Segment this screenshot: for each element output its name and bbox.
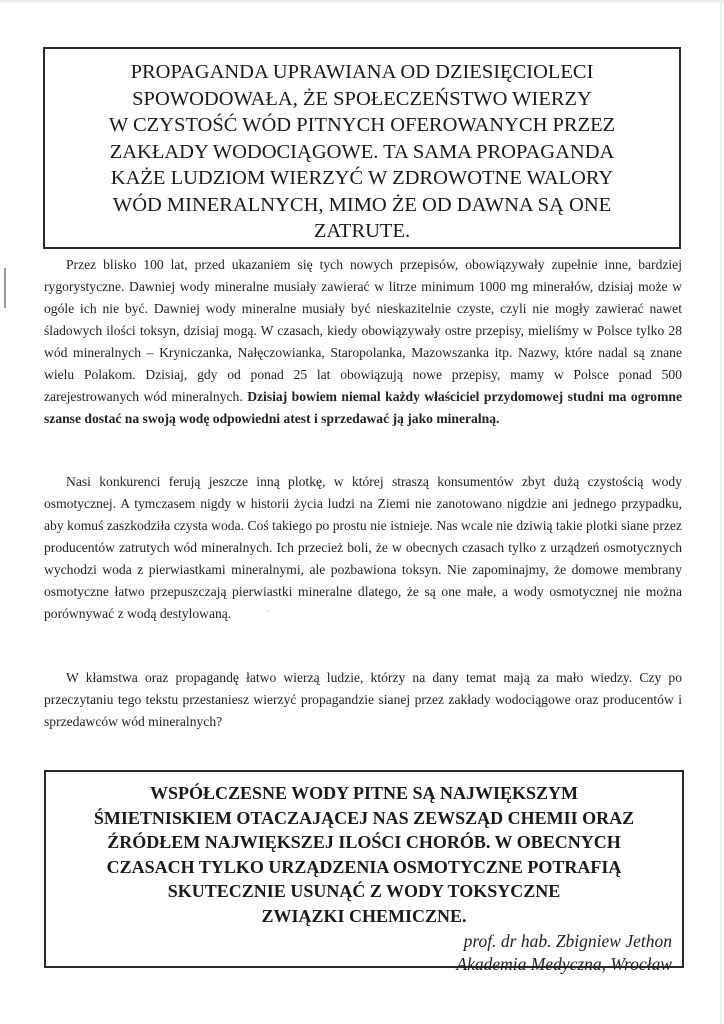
top-headline-line: W CZYSTOŚĆ WÓD PITNYCH OFEROWANYCH PRZEZ bbox=[108, 114, 616, 136]
signature-name: prof. dr hab. Zbigniew Jethon bbox=[463, 930, 672, 951]
quote-signature bbox=[54, 930, 672, 976]
bottom-quote-line: ŚMIETNISKIEM OTACZAJĄCEJ NAS ZEWSZĄD CHEMII ORAZ bbox=[93, 807, 635, 828]
paragraph-3-regular: W kłamstwa oraz propagandę łatwo wierzą ludzie, którzy na dany temat mają za mało wiedzy. Czy po przeczytaniu tego tekstu przestaniesz wierzyć propagandzie sianej przez zakłady wodociągowe oraz producentów i sprzedawców wód mineralnych? bbox=[44, 670, 682, 729]
stray-mark: ˈ bbox=[267, 609, 271, 619]
page-edge-right bbox=[720, 0, 722, 1024]
top-headline-line: WÓD MINERALNYCH, MIMO ŻE OD DAWNA SĄ ONE bbox=[112, 193, 612, 216]
page-edge-top bbox=[0, 0, 724, 4]
margin-mark bbox=[4, 268, 6, 308]
paragraph-2-regular: Nasi konkurenci ferują jeszcze inną plotkę, w której straszą konsumentów zbyt dużą czystością wody osmotycznej. A tymczasem nigdy w historii życia ludzi na Ziemi nie zanotowano nigdzie ani jednego przypadku, aby komuś zaszkodziła czysta woda. Coś takiego po prostu nie istnieje. Nas wcale nie dziwią takie plotki siane przez producentów zatrutych wód mineralnych. Ich przecież boli, że w obecnych czasach tylko z urządzeń osmotycznych wychodzi woda z pierwiastkami mineralnymi, ale pozbawiona toksyn. Nie zapominajmy, że domowe membrany osmotyczne łatwo przepuszczają pierwiastki mineralne dlatego, że są one małe, a wody osmotycznej nie można porównywać z wodą destylowaną. bbox=[44, 474, 682, 621]
paragraph-2-text bbox=[44, 471, 682, 625]
signature-affiliation: Akademia Medyczna, Wrocław bbox=[456, 953, 672, 974]
paragraph-3 bbox=[44, 667, 682, 733]
top-headline-line: ZATRUTE. bbox=[313, 220, 411, 242]
bottom-quote bbox=[54, 781, 674, 929]
paragraph-1-text bbox=[44, 254, 682, 430]
bottom-quote-line: SKUTECZNIE USUNĄĆ Z WODY TOKSYCZNE bbox=[167, 881, 561, 902]
top-headline-line: KAŻE LUDZIOM WIERZYĆ W ZDROWOTNE WALORY bbox=[110, 167, 614, 189]
paragraph-1-regular: Przez blisko 100 lat, przed ukazaniem się tych nowych przepisów, obowiązywały zupełnie inne, bardziej rygorystyczne. Dawniej wody mineralne musiały zawierać w litrze minimum 1000 mg minerałów, dzisiaj może w ogóle ich nie być. Dawniej wody mineralne musiały być nieskazitelnie czyste, czyli nie mogły zawierać nawet śladowych ilości toksyn, dzisiaj mogą. W czasach, kiedy obowiązywały ostre przepisy, mieliśmy w Polsce tylko 28 wód mineralnych – Kryniczanka, Nałęczowianka, Staropolanka, Mazowszanka itp. Nazwy, które nadal są znane wielu Polakom. Dzisiaj, gdy od ponad 25 lat obowiązują nowe przepisy, mamy w Polsce ponad 500 zarejestrowanych wód mineralnych. bbox=[44, 257, 682, 404]
paragraph-3-text bbox=[44, 667, 682, 733]
bottom-quote-line: ŹRÓDŁEM NAJWIĘKSZEJ ILOŚCI CHORÓB. W OBECNYCH bbox=[107, 832, 621, 853]
bottom-quote-box bbox=[44, 770, 684, 974]
top-headline-line: PROPAGANDA UPRAWIANA OD DZIESIĘCIOLECI bbox=[130, 61, 594, 83]
paragraph-2 bbox=[44, 471, 682, 625]
paragraph-1 bbox=[44, 254, 682, 430]
paragraph-1-bold: Dzisiaj bowiem niemal każdy właściciel przydomowej studni ma ogromne szanse dostać na swoją wodę odpowiedni atest i sprzedawać ją jako mineralną. bbox=[44, 389, 682, 426]
top-headline-box bbox=[43, 47, 681, 249]
bottom-quote-line: WSPÓŁCZESNE WODY PITNE SĄ NAJWIĘKSZYM bbox=[149, 783, 579, 803]
bottom-quote-line: CZASACH TYLKO URZĄDZENIA OSMOTYCZNE POTRAFIĄ bbox=[106, 856, 622, 877]
bottom-quote-line: ZWIĄZKI CHEMICZNE. bbox=[261, 905, 467, 926]
top-headline-line: ZAKŁADY WODOCIĄGOWE. TA SAMA PROPAGANDA bbox=[109, 140, 615, 163]
top-headline bbox=[53, 59, 671, 245]
top-headline-line: SPOWODOWAŁA, ŻE SPOŁECZEŃSTWO WIERZY bbox=[132, 87, 592, 110]
